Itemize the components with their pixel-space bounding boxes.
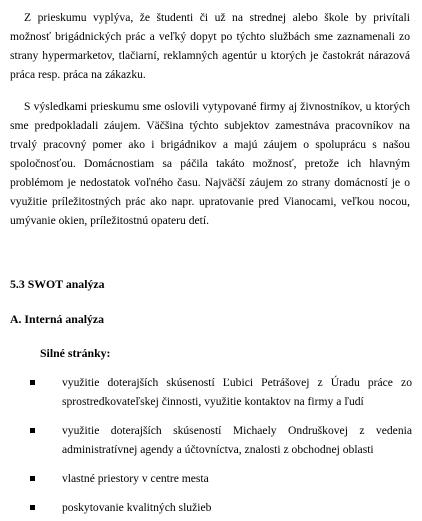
list-item-text: poskytovanie kvalitných služieb	[62, 501, 212, 514]
list-item-text: vlastné priestory v centre mesta	[62, 472, 209, 485]
square-bullet-icon	[30, 380, 35, 385]
section-heading-swot: 5.3 SWOT analýza	[10, 277, 105, 291]
strengths-heading: Silné stránky:	[40, 346, 111, 360]
list-item-text: využitie doterajších skúseností Michaely Ondruškovej z vedenia administratívnej agendy a účtovníctva, znalosti z obchodnej oblasti	[62, 424, 412, 456]
list-item	[30, 498, 412, 517]
square-bullet-icon	[30, 428, 35, 433]
paragraph-survey-results: Z prieskumu vyplýva, že študenti či už na strednej alebo škole by privítali možnosť brigádnických prác a veľký dopyt po týchto službách sme zaznamenali zo strany hypermarketov, tlačiarní, reklamných agentúr u ktorých je častokrát nárazová práca resp. práca na zákazku.	[10, 11, 410, 81]
subsection-heading-internal-analysis: A. Interná analýza	[10, 312, 105, 326]
list-item	[30, 373, 412, 411]
list-item	[30, 469, 412, 488]
paragraph-company-interest: S výsledkami prieskumu sme oslovili vytypované firmy aj živnostníkov, u ktorých sme predpokladali záujem. Väčšina týchto subjektov zamestnáva pracovníkov na trvalý pracovný pomer ako i brigádnikov a majú záujem o spoluprácu s našou spoločnosťou. Domácnostiam sa páčila takáto možnosť, pretože ich hlavným problémom je nedostatok voľného času. Najväčší záujem zo strany domácností je o využitie príležitostných prác ako napr. upratovanie pred Vianocami, veľkou nocou, umývanie okien, príležitostnú opateru detí.	[10, 100, 410, 227]
list-item	[30, 421, 412, 459]
square-bullet-icon	[30, 505, 35, 510]
square-bullet-icon	[30, 476, 35, 481]
list-item-text: využitie doterajších skúseností Ľubici Petrášovej z Úradu práce zo sprostredkovateľskej činnosti, využitie kontaktov na firmy a ľudí	[62, 376, 412, 408]
strengths-list	[30, 373, 412, 517]
